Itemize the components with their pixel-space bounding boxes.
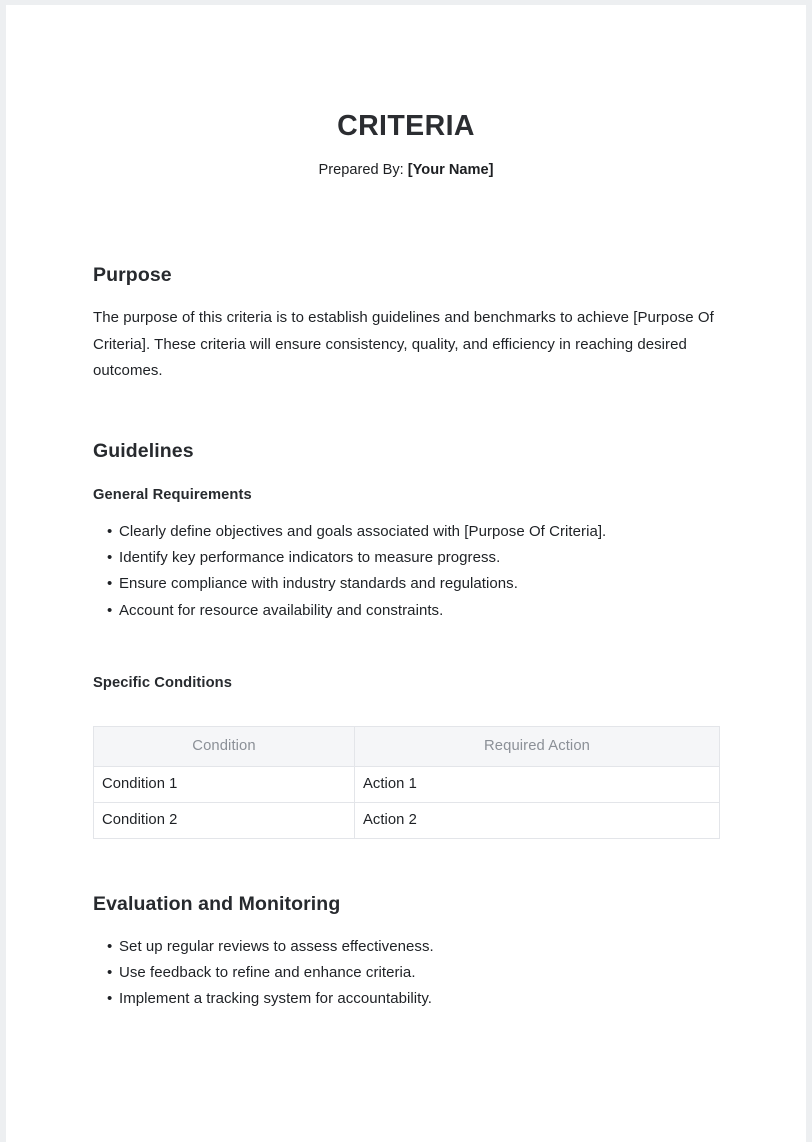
list-item: • Clearly define objectives and goals associated with [Purpose Of Criteria]. xyxy=(109,519,719,545)
document-page xyxy=(6,5,806,1142)
general-requirements-list xyxy=(93,519,719,624)
table-column-header-required-action: Required Action xyxy=(355,727,720,767)
table-cell-action[interactable]: Action 2 xyxy=(355,803,720,839)
list-item: • Use feedback to refine and enhance criteria. xyxy=(109,960,719,986)
spacer xyxy=(93,287,719,305)
document-body xyxy=(6,5,806,1142)
list-item: • Ensure compliance with industry standards and regulations. xyxy=(109,571,719,597)
section-heading-guidelines: Guidelines xyxy=(93,439,194,462)
prepared-by-label: Prepared By: xyxy=(318,161,404,178)
table-row xyxy=(94,767,720,803)
purpose-paragraph: The purpose of this criteria is to establish guidelines and benchmarks to achieve [Purpose Of Criteria]. These criteria will ensure consistency, quality, and efficiency in reaching desired outcomes. xyxy=(93,309,714,379)
document-header xyxy=(6,5,806,180)
section-heading-purpose: Purpose xyxy=(93,264,172,286)
table-column-header-condition: Condition xyxy=(94,727,355,767)
list-item: • Implement a tracking system for accountability. xyxy=(109,986,719,1012)
spacer xyxy=(93,505,719,519)
spacer xyxy=(93,692,719,726)
list-item: • Account for resource availability and constraints. xyxy=(109,598,719,624)
document-title: CRITERIA xyxy=(337,110,475,142)
evaluation-list xyxy=(93,934,719,1013)
spacer xyxy=(93,917,719,934)
spacer xyxy=(93,624,719,674)
spacer xyxy=(93,384,719,439)
table-cell-condition[interactable]: Condition 1 xyxy=(94,767,355,803)
spacer xyxy=(93,463,719,486)
sub-heading-general-requirements: General Requirements xyxy=(93,487,252,504)
document-content xyxy=(93,263,719,1013)
table-header-row xyxy=(94,727,720,767)
list-item: • Identify key performance indicators to measure progress. xyxy=(109,545,719,571)
sub-heading-specific-conditions: Specific Conditions xyxy=(93,674,232,691)
table-row xyxy=(94,803,720,839)
table-cell-action[interactable]: Action 1 xyxy=(355,767,720,803)
spacer xyxy=(93,839,719,892)
table-cell-condition[interactable]: Condition 2 xyxy=(94,803,355,839)
specific-conditions-table xyxy=(93,726,720,839)
section-heading-evaluation-and-monitoring: Evaluation and Monitoring xyxy=(93,893,341,916)
prepared-by-value[interactable]: [Your Name] xyxy=(407,161,494,178)
prepared-by-line xyxy=(6,143,806,180)
list-item: • Set up regular reviews to assess effectiveness. xyxy=(109,934,719,960)
